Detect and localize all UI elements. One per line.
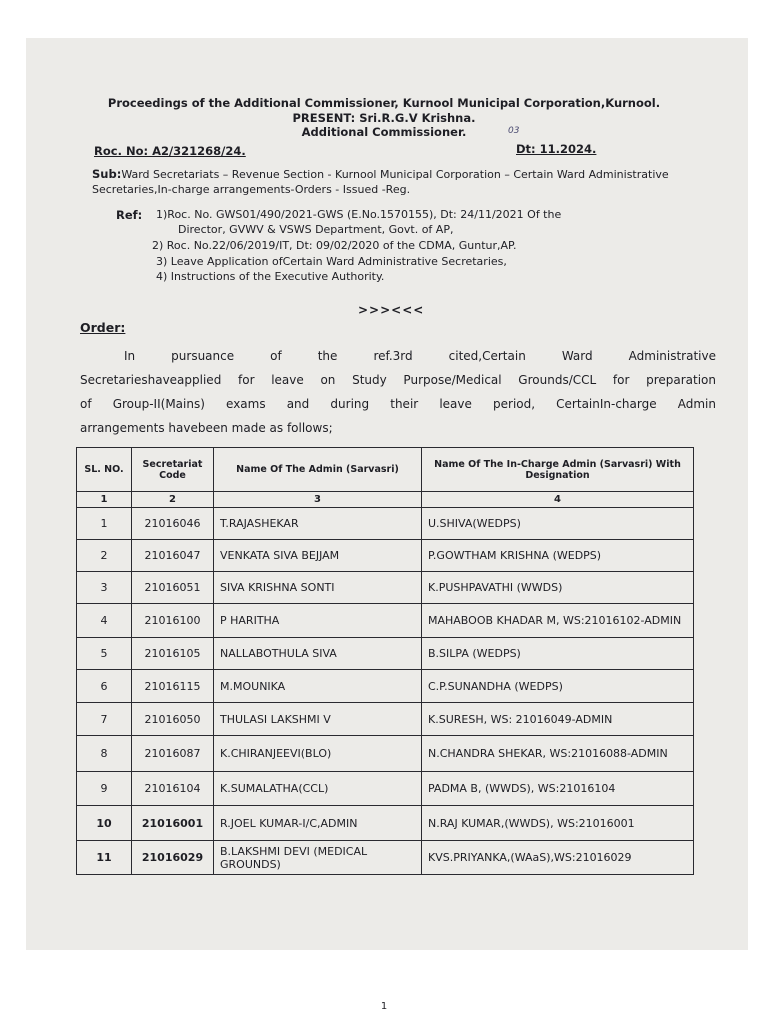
ref-line: 1)Roc. No. GWS01/490/2021-GWS (E.No.1570155), Dt: 24/11/2021 Of the: [156, 208, 562, 221]
table-row: [77, 703, 694, 736]
subject-text: Ward Secretariats – Revenue Section - Kurnool Municipal Corporation – Certain Ward Administrative Secretaries,In-charge arrangements-Orders - Issued -Reg.: [92, 168, 669, 196]
admin-name: R.JOEL KUMAR-I/C,ADMIN: [214, 806, 422, 841]
header-present: PRESENT: Sri.R.G.V Krishna.: [292, 111, 476, 125]
ref-line: Director, GVWV & VSWS Department, Govt. of AP,: [178, 223, 454, 236]
ref-label: Ref:: [116, 208, 143, 222]
col-number: 3: [214, 492, 422, 508]
incharge-admin: C.P.SUNANDHA (WEDPS): [422, 670, 694, 703]
table-header-row: [77, 448, 694, 492]
admin-name: T.RAJASHEKAR: [214, 508, 422, 540]
ref-line: 2) Roc. No.22/06/2019/IT, Dt: 09/02/2020 of the CDMA, Guntur,AP.: [152, 239, 517, 252]
incharge-admin: U.SHIVA(WEDPS): [422, 508, 694, 540]
incharge-admin: K.PUSHPAVATHI (WWDS): [422, 572, 694, 604]
table-row: [77, 540, 694, 572]
sl-no: 4: [77, 604, 132, 638]
header-cell: Name Of The In-Charge Admin (Sarvasri) With Designation: [422, 448, 694, 492]
secretariat-code: 21016046: [132, 508, 214, 540]
sl-no: 8: [77, 736, 132, 772]
sl-no: 5: [77, 638, 132, 670]
sl-no: 3: [77, 572, 132, 604]
date-scribble: 03: [508, 126, 520, 136]
table-row: [77, 572, 694, 604]
roc-number: Roc. No: A2/321268/24.: [94, 144, 246, 158]
document-date: Dt: 11.2024.: [516, 142, 597, 156]
admin-name: K.SUMALATHA(CCL): [214, 772, 422, 806]
incharge-admin: MAHABOOB KHADAR M, WS:21016102-ADMIN: [422, 604, 694, 638]
admin-name: SIVA KRISHNA SONTI: [214, 572, 422, 604]
header-cell: SL. NO.: [77, 448, 132, 492]
ref-line: 3) Leave Application ofCertain Ward Administrative Secretaries,: [156, 255, 507, 268]
page-number: 1: [380, 1001, 388, 1012]
header-designation: Additional Commissioner.: [301, 125, 467, 139]
incharge-table: [76, 447, 694, 875]
table-row: [77, 604, 694, 638]
subject: [92, 167, 722, 197]
secretariat-code: 21016100: [132, 604, 214, 638]
admin-name: VENKATA SIVA BEJJAM: [214, 540, 422, 572]
table-row: [77, 841, 694, 875]
incharge-admin: N.RAJ KUMAR,(WWDS), WS:21016001: [422, 806, 694, 841]
table-row: [77, 638, 694, 670]
sl-no: 7: [77, 703, 132, 736]
sl-no: 1: [77, 508, 132, 540]
admin-name: P HARITHA: [214, 604, 422, 638]
paragraph-line: In pursuance of the ref.3rd cited,Certain Ward Administrative: [124, 349, 716, 363]
paragraph-line: arrangements havebeen made as follows;: [80, 421, 333, 435]
section-marker: >>><<<: [358, 303, 425, 317]
order-paragraph: [80, 344, 716, 440]
col-number: 2: [132, 492, 214, 508]
table-row: [77, 736, 694, 772]
secretariat-code: 21016051: [132, 572, 214, 604]
header-title: Proceedings of the Additional Commissioner, Kurnool Municipal Corporation,Kurnool.: [107, 96, 661, 110]
column-number-row: [77, 492, 694, 508]
col-number: 1: [77, 492, 132, 508]
secretariat-code: 21016087: [132, 736, 214, 772]
incharge-admin: P.GOWTHAM KRISHNA (WEDPS): [422, 540, 694, 572]
table-row: [77, 508, 694, 540]
paragraph-line: of Group-II(Mains) exams and during their leave period, CertainIn-charge Admin: [80, 397, 716, 411]
incharge-admin: B.SILPA (WEDPS): [422, 638, 694, 670]
incharge-admin: KVS.PRIYANKA,(WAaS),WS:21016029: [422, 841, 694, 875]
secretariat-code: 21016050: [132, 703, 214, 736]
incharge-admin: PADMA B, (WWDS), WS:21016104: [422, 772, 694, 806]
paragraph-line: Secretarieshaveapplied for leave on Study Purpose/Medical Grounds/CCL for preparation: [80, 373, 716, 387]
sl-no: 2: [77, 540, 132, 572]
incharge-admin: N.CHANDRA SHEKAR, WS:21016088-ADMIN: [422, 736, 694, 772]
secretariat-code: 21016047: [132, 540, 214, 572]
sl-no: 6: [77, 670, 132, 703]
admin-name: M.MOUNIKA: [214, 670, 422, 703]
table-row: [77, 772, 694, 806]
col-number: 4: [422, 492, 694, 508]
secretariat-code: 21016115: [132, 670, 214, 703]
sl-no: 10: [77, 806, 132, 841]
sl-no: 9: [77, 772, 132, 806]
table-row: [77, 670, 694, 703]
sl-no: 11: [77, 841, 132, 875]
admin-name: NALLABOTHULA SIVA: [214, 638, 422, 670]
subject-label: Sub:: [92, 167, 122, 181]
incharge-admin: K.SURESH, WS: 21016049-ADMIN: [422, 703, 694, 736]
admin-name: K.CHIRANJEEVI(BLO): [214, 736, 422, 772]
header-cell: Secretariat Code: [132, 448, 214, 492]
admin-name: B.LAKSHMI DEVI (MEDICAL GROUNDS): [214, 841, 422, 875]
secretariat-code: 21016105: [132, 638, 214, 670]
secretariat-code: 21016001: [132, 806, 214, 841]
secretariat-code: 21016104: [132, 772, 214, 806]
order-title: Order:: [80, 320, 126, 335]
admin-name: THULASI LAKSHMI V: [214, 703, 422, 736]
table-row: [77, 806, 694, 841]
ref-line: 4) Instructions of the Executive Authority.: [156, 270, 385, 283]
secretariat-code: 21016029: [132, 841, 214, 875]
header-cell: Name Of The Admin (Sarvasri): [214, 448, 422, 492]
